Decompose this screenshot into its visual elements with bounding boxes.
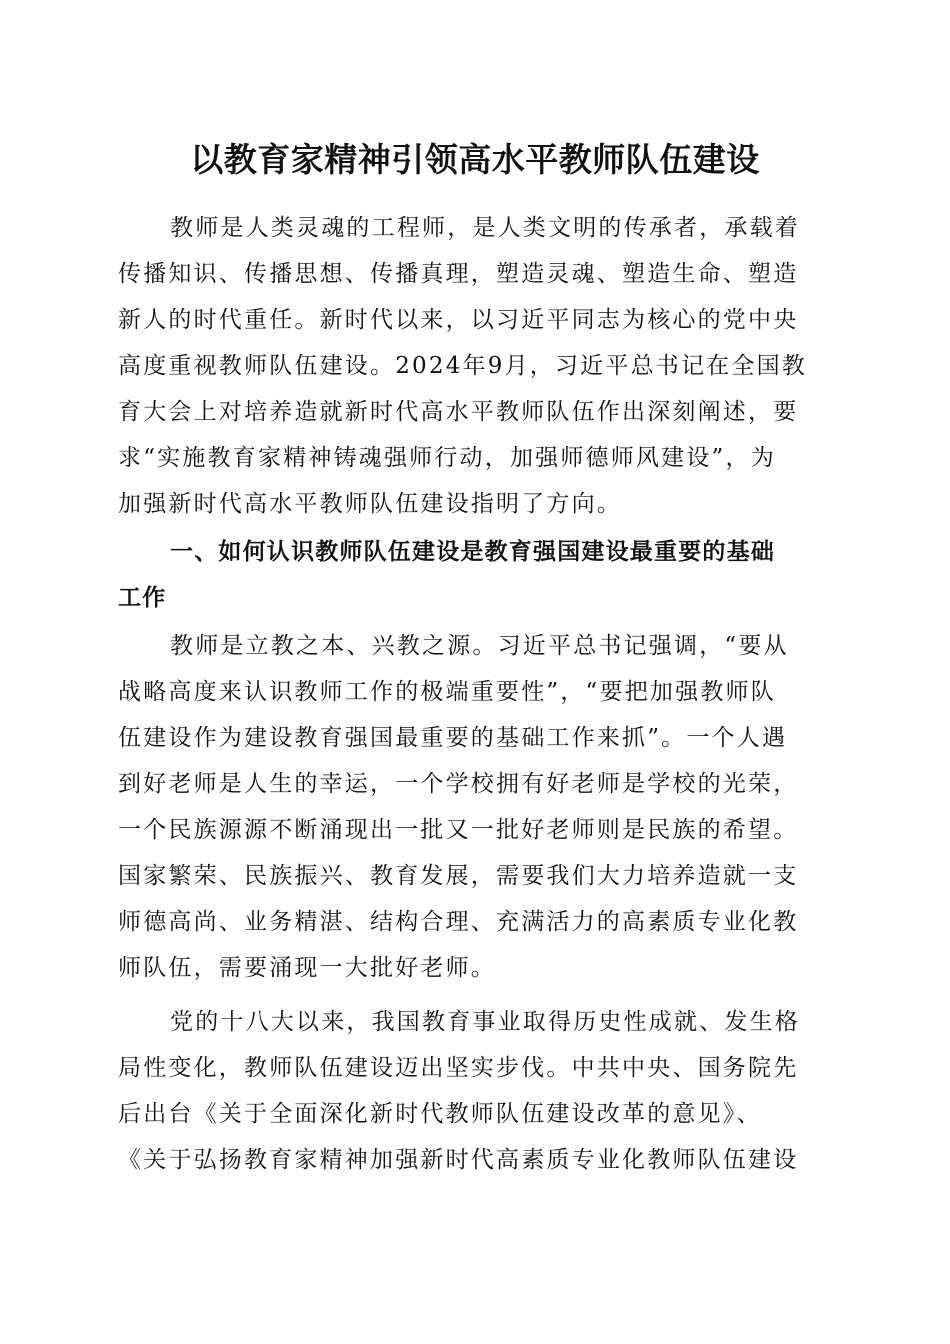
document-title: 以教育家精神引领高水平教师队伍建设 <box>190 140 760 179</box>
paragraph-line: 教师是立教之本、兴教之源。习近平总书记强调，“要从 <box>170 633 789 659</box>
paragraph-line: 加强新时代高水平教师队伍建设指明了方向。 <box>118 491 622 517</box>
paragraph-line: 传播知识、传播思想、传播真理，塑造灵魂、塑造生命、塑造 <box>118 261 799 287</box>
paragraph-line: 求“实施教育家精神铸魂强师行动，加强师德师风建设”，为 <box>118 445 776 471</box>
section-paragraph <box>118 999 828 1183</box>
paragraph-line: 育大会上对培养造就新时代高水平教师队伍作出深刻阐述，要 <box>118 399 799 425</box>
paragraph-line: 党的十八大以来，我国教育事业取得历史性成就、发生格 <box>170 1009 800 1035</box>
paragraph-line: 局性变化，教师队伍建设迈出坚实步伐。中共中央、国务院先 <box>118 1055 799 1081</box>
paragraph-line: 国家繁荣、民族振兴、教育发展，需要我们大力培养造就一支 <box>118 863 799 889</box>
paragraph-line: 教师是人类灵魂的工程师，是人类文明的传承者，承载着 <box>170 215 800 241</box>
paragraph-line: 师队伍，需要涌现一大批好老师。 <box>118 955 496 981</box>
paragraph-line: 师德高尚、业务精湛、结构合理、充满活力的高素质专业化教 <box>118 909 799 935</box>
paragraph-line: 高度重视教师队伍建设。2024年9月，习近平总书记在全国教 <box>118 353 807 379</box>
section-heading-line: 工作 <box>118 585 167 611</box>
paragraph-line: 一个民族源源不断涌现出一批又一批好老师则是民族的希望。 <box>118 817 799 843</box>
paragraph-line: 战略高度来认识教师工作的极端重要性”，“要把加强教师队 <box>118 679 776 705</box>
paragraph-line: 《关于弘扬教育家精神加强新时代高素质专业化教师队伍建设 <box>118 1147 799 1173</box>
paragraph-line: 新人的时代重任。新时代以来，以习近平同志为核心的党中央 <box>118 307 799 333</box>
paragraph-line: 到好老师是人生的幸运，一个学校拥有好老师是学校的光荣， <box>118 771 799 797</box>
intro-paragraph <box>118 205 828 527</box>
paragraph-line: 伍建设作为建设教育强国最重要的基础工作来抓”。一个人遇 <box>118 725 788 751</box>
document-body <box>118 205 828 1183</box>
section-paragraph <box>118 623 828 991</box>
paragraph-line: 后出台《关于全面深化新时代教师队伍建设改革的意见》、 <box>118 1101 762 1127</box>
section-heading-line: 一、如何认识教师队伍建设是教育强国建设最重要的基础 <box>170 539 775 565</box>
section-heading <box>118 529 828 621</box>
